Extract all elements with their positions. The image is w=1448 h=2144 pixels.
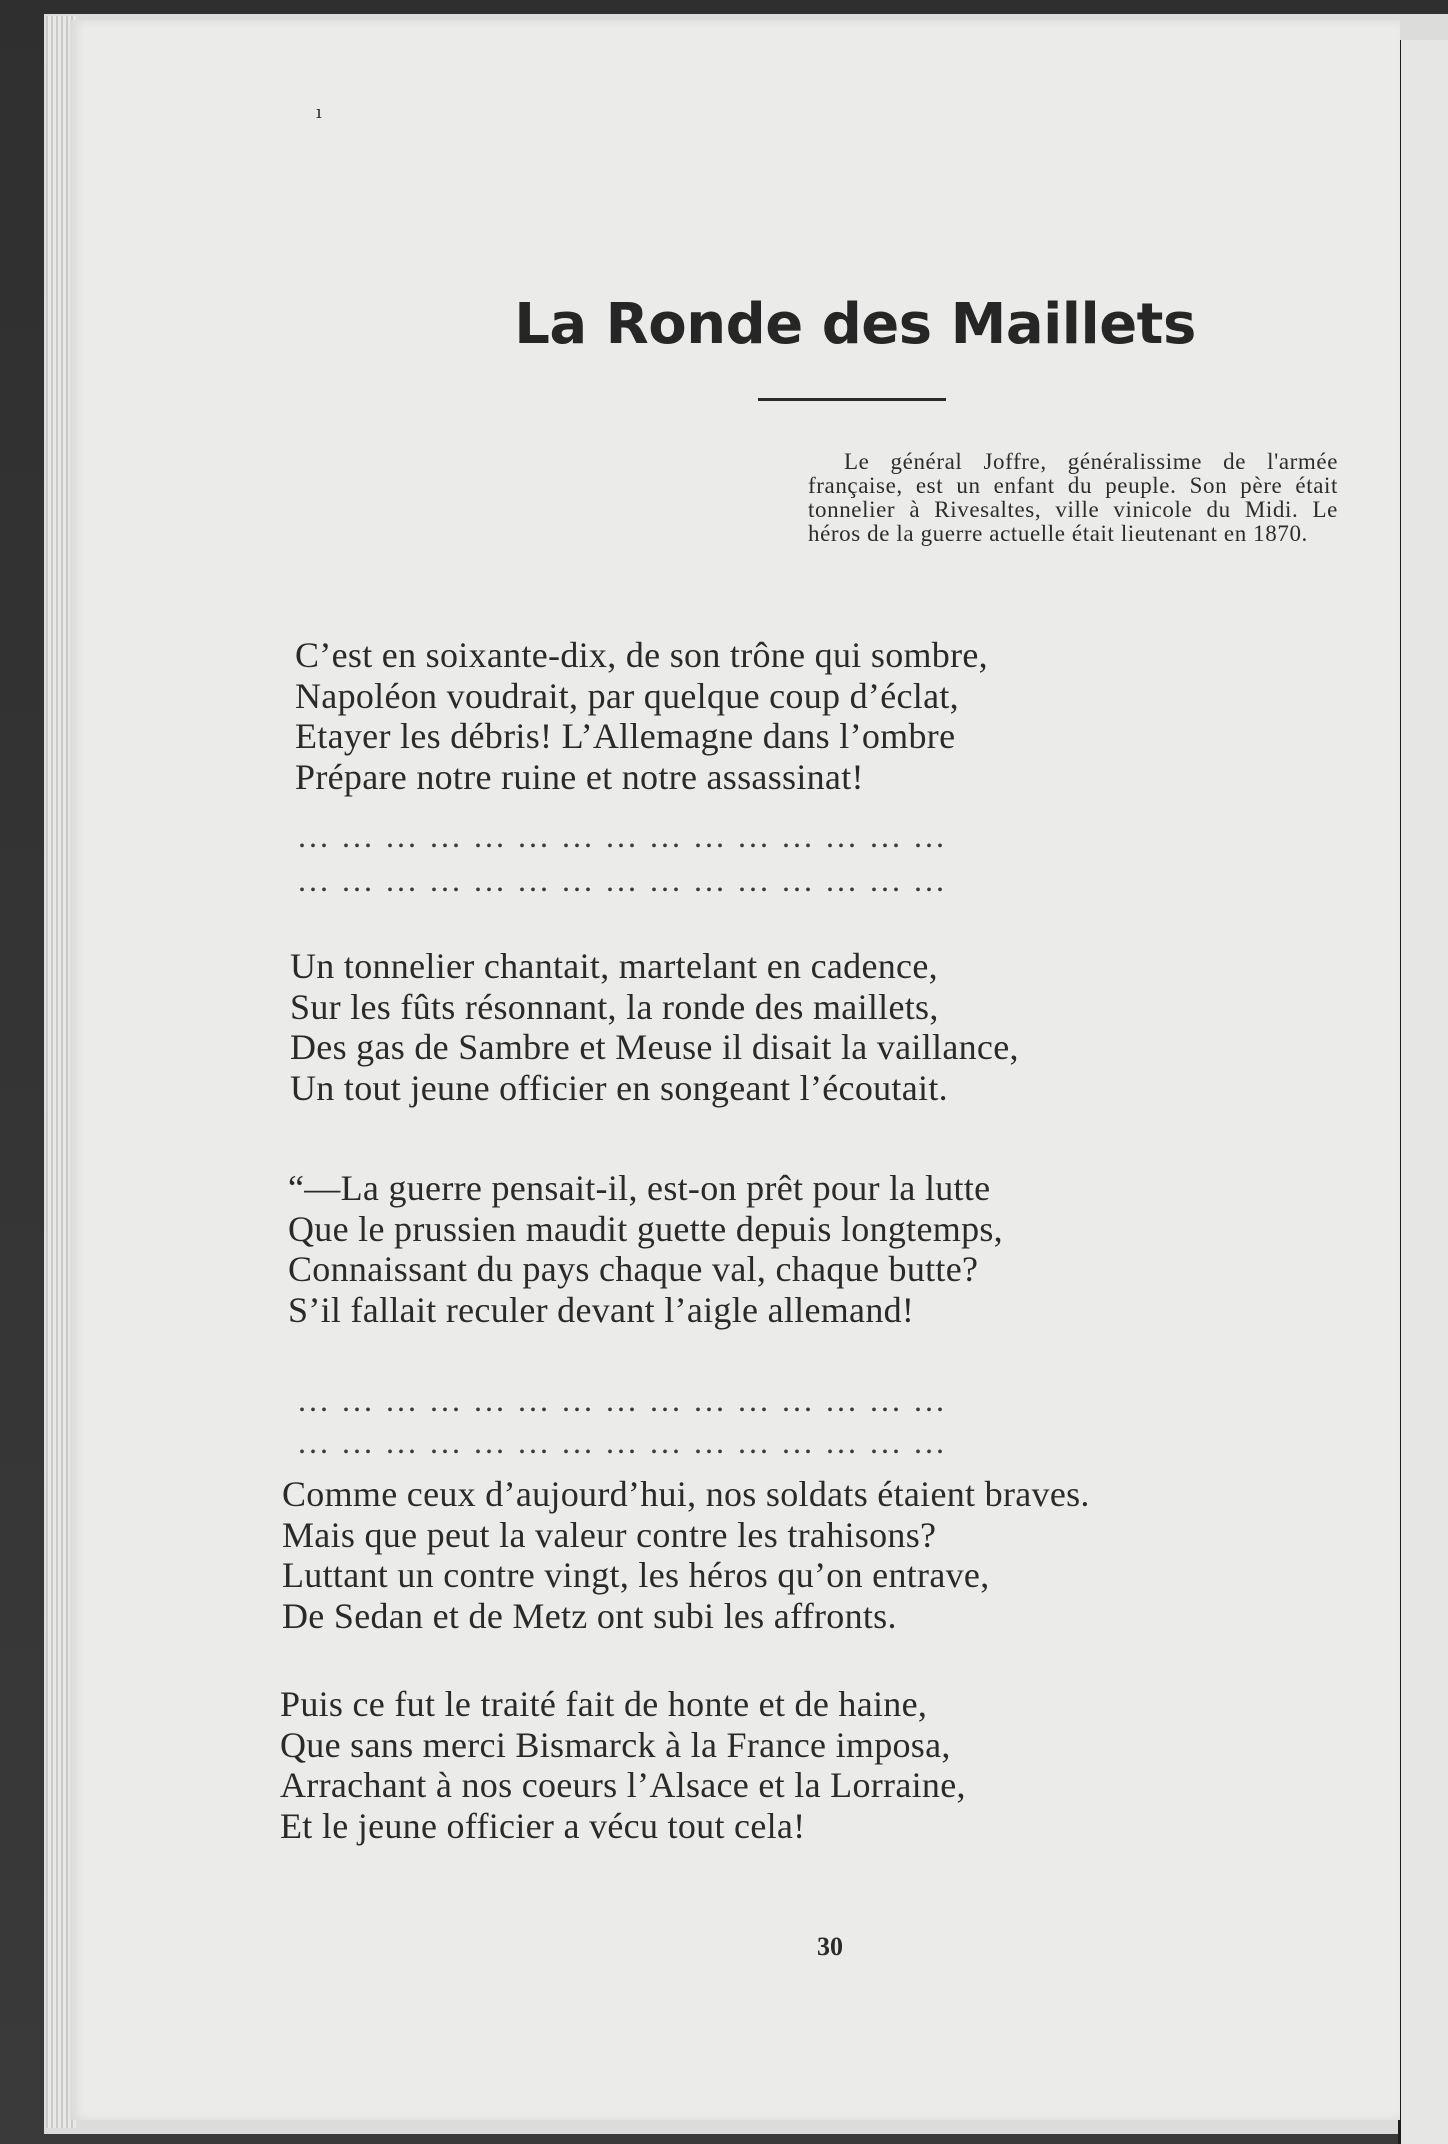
verse-line: C’est en soixante-dix, de son trône qui sombre,	[295, 635, 988, 675]
stanza-2	[290, 946, 1290, 1108]
verse-line: “—La guerre pensait-il, est-on prêt pour la lutte	[288, 1168, 991, 1208]
facing-page-edge	[1398, 40, 1448, 2144]
poem-title: La Ronde des Maillets	[514, 292, 1196, 357]
verse-line: Etayer les débris! L’Allemagne dans l’ombre	[295, 716, 956, 756]
verse-line: Des gas de Sambre et Meuse il disait la vaillance,	[290, 1027, 1019, 1067]
verse-line: Que le prussien maudit guette depuis longtemps,	[288, 1208, 1003, 1249]
speck-mark: ı	[316, 102, 322, 123]
stanza-5	[280, 1684, 1280, 1846]
ellipsis-row: ... ... ... ... ... ... ... ... ... ... ... ... ... ... ...	[298, 1382, 947, 1418]
verse-line: De Sedan et de Metz ont subi les affronts.	[282, 1595, 897, 1636]
verse-line: Que sans merci Bismarck à la France imposa,	[280, 1724, 951, 1765]
ellipsis-row: ... ... ... ... ... ... ... ... ... ... ... ... ... ... ...	[298, 862, 947, 898]
page-number: 30	[817, 1932, 843, 1961]
verse-line: Et le jeune officier a vécu tout cela!	[280, 1805, 806, 1846]
verse-line: S’il fallait reculer devant l’aigle allemand!	[288, 1289, 915, 1330]
stanza-3	[288, 1168, 1288, 1330]
verse-line: Un tonnelier chantait, martelant en cadence,	[290, 946, 938, 986]
verse-line: Napoléon voudrait, par quelque coup d’éclat,	[295, 675, 959, 716]
verse-line: Connaissant du pays chaque val, chaque butte?	[288, 1249, 979, 1289]
verse-line: Arrachant à nos coeurs l’Alsace et la Lorraine,	[280, 1765, 966, 1805]
ellipsis-row: ... ... ... ... ... ... ... ... ... ... ... ... ... ... ...	[298, 818, 947, 854]
verse-line: Puis ce fut le traité fait de honte et de haine,	[280, 1684, 928, 1724]
title-rule	[758, 398, 946, 401]
verse-line: Mais que peut la valeur contre les trahisons?	[282, 1514, 937, 1555]
ellipsis-row: ... ... ... ... ... ... ... ... ... ... ... ... ... ... ...	[298, 1424, 947, 1460]
verse-line: Un tout jeune officier en songeant l’écoutait.	[290, 1067, 948, 1108]
epigraph: Le général Joffre, généralissime de l'armée française, est un enfant du peuple. Son père était tonnelier à Rivesaltes, ville vinicole du Midi. Le héros de la guerre actuelle était lieutenant en 1870.	[808, 449, 1338, 546]
book-page	[70, 20, 1400, 2120]
stanza-1	[295, 635, 1295, 797]
verse-line: Luttant un contre vingt, les héros qu’on entrave,	[282, 1555, 990, 1595]
verse-line: Comme ceux d’aujourd’hui, nos soldats étaient braves.	[282, 1474, 1090, 1514]
verse-line: Prépare notre ruine et notre assassinat!	[295, 756, 864, 797]
stanza-4	[282, 1474, 1282, 1636]
verse-line: Sur les fûts résonnant, la ronde des maillets,	[290, 986, 939, 1027]
